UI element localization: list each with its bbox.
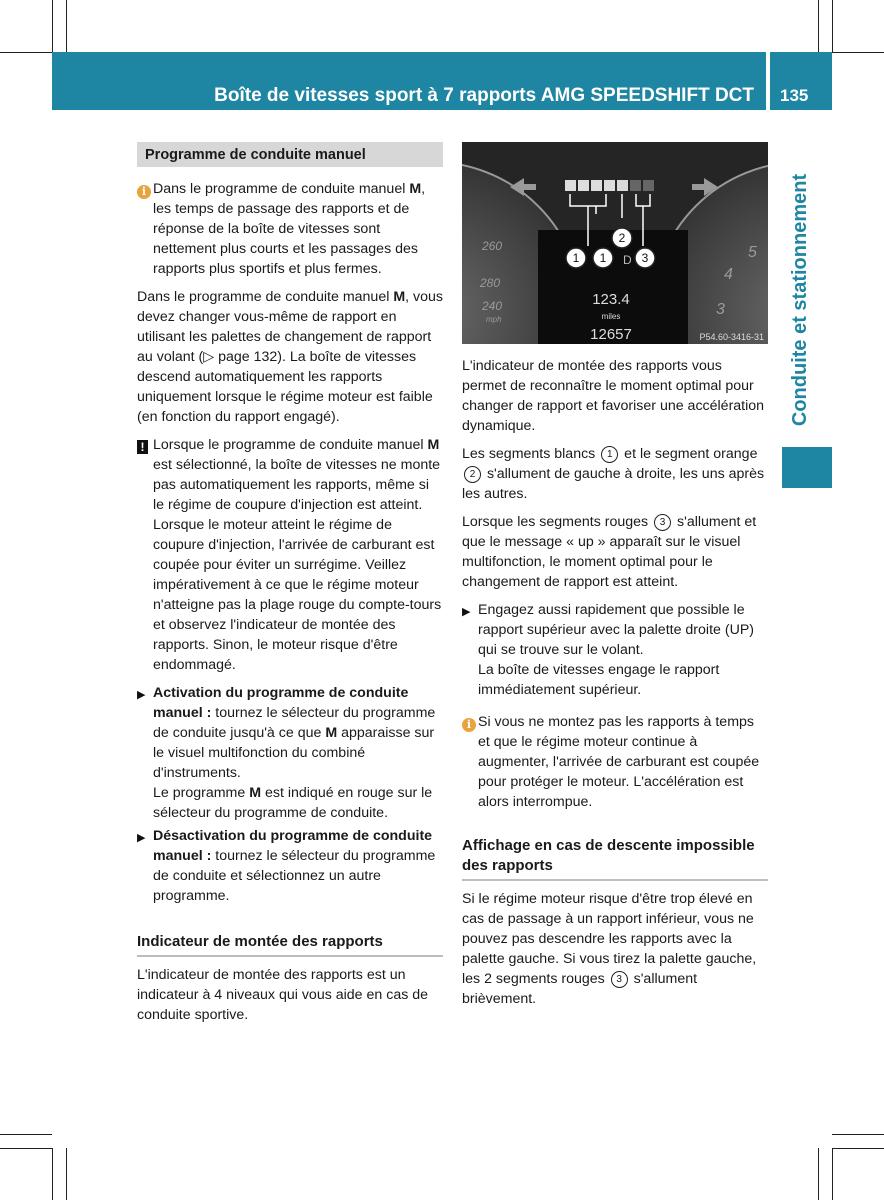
step-arrow-icon: ▶ xyxy=(462,606,471,618)
step-result-text: Le programme xyxy=(153,785,250,801)
paragraph-text: s'allument et que le message « up » apparaît sur le visuel multifonction, le moment optimal pour le changement de rapport est atteint. xyxy=(462,514,757,590)
chapter-tab-label: Conduite et stationnement xyxy=(789,173,812,427)
info-note-text: Si vous ne montez pas les rapports à temps et que le régime moteur continue à augmenter, l'arrivée de carburant est coupée pour protéger le moteur. L'accélération est alors interrompue. xyxy=(478,714,760,810)
crop-mark xyxy=(818,1148,819,1200)
info-note-bold: M xyxy=(409,181,422,197)
gauge-label: 4 xyxy=(724,266,733,283)
step-bold: M xyxy=(325,725,338,741)
step-text: tournez le sélecteur du programme de conduite jusqu'à ce que xyxy=(153,705,436,741)
warning-note xyxy=(137,435,443,675)
step-text: apparaisse sur le visuel multifonction du combiné d'instruments. xyxy=(153,725,435,781)
warning-text: Lorsque le programme de conduite manuel xyxy=(153,437,428,453)
crop-mark xyxy=(52,1148,53,1200)
paragraph: L'indicateur de montée des rapports est un indicateur à 4 niveaux qui vous aide en cas de conduite sportive. xyxy=(137,967,429,1023)
paragraph: L'indicateur de montée des rapports vous permet de reconnaître le moment optimal pour changer de rapport et favoriser une accélération dynamique. xyxy=(462,358,765,434)
callout-label: 1 xyxy=(572,251,580,265)
crop-mark xyxy=(0,1134,52,1135)
subheading: Affichage en cas de descente impossible des rapports xyxy=(462,836,768,881)
step-arrow-icon: ▶ xyxy=(137,832,146,844)
paragraph-text: et le segment orange xyxy=(620,446,758,462)
odometer-readout: 12657 xyxy=(590,326,632,343)
crop-mark xyxy=(0,52,52,53)
info-note xyxy=(462,712,768,812)
crop-mark xyxy=(66,1148,67,1200)
crop-mark xyxy=(52,0,53,52)
gauge-label: 240 xyxy=(482,299,503,313)
step-bold: Activation du programme de conduite manuel : xyxy=(153,685,409,721)
crop-mark xyxy=(832,1148,833,1200)
right-column xyxy=(462,140,768,1017)
page-title: Boîte de vitesses sport à 7 rapports AMG SPEEDSHIFT DCT xyxy=(214,85,754,106)
paragraph xyxy=(462,889,768,1009)
gauge-label: 5 xyxy=(748,244,757,261)
left-column xyxy=(137,140,443,1033)
paragraph-text: Si le régime moteur risque d'être trop élevé en cas de passage à un rapport inférieur, vous ne pouvez pas descendre les rapports avec la palette gauche. Si vous tirez la palette gauche, les 2 segments rouges xyxy=(462,891,757,987)
paragraph xyxy=(462,512,768,592)
crop-mark xyxy=(66,0,67,52)
crop-mark xyxy=(832,52,884,53)
gear-letter: D xyxy=(623,253,632,267)
trip-unit: miles xyxy=(601,312,621,321)
info-note-text: Dans le programme de conduite manuel xyxy=(153,181,410,197)
page-header xyxy=(52,52,766,110)
callout-label: 3 xyxy=(641,251,649,265)
crop-mark xyxy=(832,0,833,52)
gauge-label: mph xyxy=(486,315,502,324)
gauge-label: 3 xyxy=(716,301,725,318)
warning-bold: M xyxy=(427,437,440,453)
paragraph-text: Dans le programme de conduite manuel xyxy=(137,289,394,305)
paragraph-text: , vous devez changer vous-même de rapport en utilisant les palettes de changement de rapport au volant (▷ page 132). La boîte de vitesses descend automatiquement les rapports uniquement lorsque le régime moteur est faible (en fonction du rapport engagé). xyxy=(137,289,443,425)
step-text: Engagez aussi rapidement que possible le rapport supérieur avec la palette droite (UP) qui se trouve sur le volant. xyxy=(478,602,755,658)
section-title: Programme de conduite manuel xyxy=(137,142,443,167)
paragraph-text: Les segments blancs xyxy=(462,446,600,462)
paragraph xyxy=(462,444,768,504)
step-bold: Désactivation du programme de conduite manuel : xyxy=(153,828,433,864)
paragraph-text: s'allument de gauche à droite, les uns après les autres. xyxy=(462,466,765,502)
paragraph-bold: M xyxy=(393,289,406,305)
step-result-text: est indiqué en rouge sur le sélecteur du programme de conduite. xyxy=(153,785,433,821)
instrument-cluster-illustration xyxy=(462,142,768,344)
info-note-text: , les temps de passage des rapports et de réponse de la boîte de vitesses sont nettement plus courts et les passages des rapports plus sportifs et plus fermes. xyxy=(153,181,426,277)
figure-code: P54.60-3416-31 xyxy=(699,332,764,342)
paragraph xyxy=(137,287,443,427)
callout-label: 1 xyxy=(599,251,607,265)
instrument-cluster-figure xyxy=(462,142,768,344)
step-result-text: La boîte de vitesses engage le rapport immédiatement supérieur. xyxy=(478,662,720,698)
gauge-label: 260 xyxy=(482,239,503,253)
page-number-box xyxy=(770,52,832,110)
callout-ref: 3 xyxy=(654,514,671,531)
chapter-tab xyxy=(774,160,826,440)
paragraph-text: s'allument brièvement. xyxy=(462,971,698,1007)
callout-label: 2 xyxy=(618,231,626,245)
step-item xyxy=(462,600,768,700)
warning-icon: ! xyxy=(137,437,148,457)
shift-indicator-segments xyxy=(565,180,654,191)
step-item xyxy=(137,683,443,823)
step-arrow-icon: ▶ xyxy=(137,689,146,701)
chapter-tab-marker xyxy=(782,447,832,488)
crop-mark xyxy=(832,1134,884,1135)
crop-mark xyxy=(832,1148,884,1149)
info-icon: i xyxy=(462,714,476,734)
crop-mark xyxy=(0,1148,52,1149)
page-number: 135 xyxy=(780,86,809,105)
paragraph-text: Lorsque les segments rouges xyxy=(462,514,653,530)
gauge-label: 280 xyxy=(480,276,501,290)
trip-readout: 123.4 xyxy=(592,291,630,308)
info-icon: i xyxy=(137,181,151,201)
callout-ref: 2 xyxy=(464,466,481,483)
step-text: tournez le sélecteur du programme de conduite et sélectionnez un autre programme. xyxy=(153,848,436,904)
info-note xyxy=(137,179,443,279)
crop-mark xyxy=(818,0,819,52)
step-bold: M xyxy=(249,785,262,801)
step-item xyxy=(137,826,443,906)
callout-ref: 3 xyxy=(611,971,628,988)
warning-text: est sélectionné, la boîte de vitesses ne monte pas automatiquement les rapports, même si le régime de coupure d'injection est atteint. Lorsque le moteur atteint le régime de coupure d'injection, l'arrivée de carburant est coupée pour éviter un surrégime. Veillez impérativement à ce que le régime moteur n'atteigne pas la plage rouge du compte-tours et observez l'indicateur de montée des rapports. Sinon, le moteur risque d'être endommagé. xyxy=(153,457,442,673)
subheading: Indicateur de montée des rapports xyxy=(137,932,443,957)
callout-ref: 1 xyxy=(601,446,618,463)
